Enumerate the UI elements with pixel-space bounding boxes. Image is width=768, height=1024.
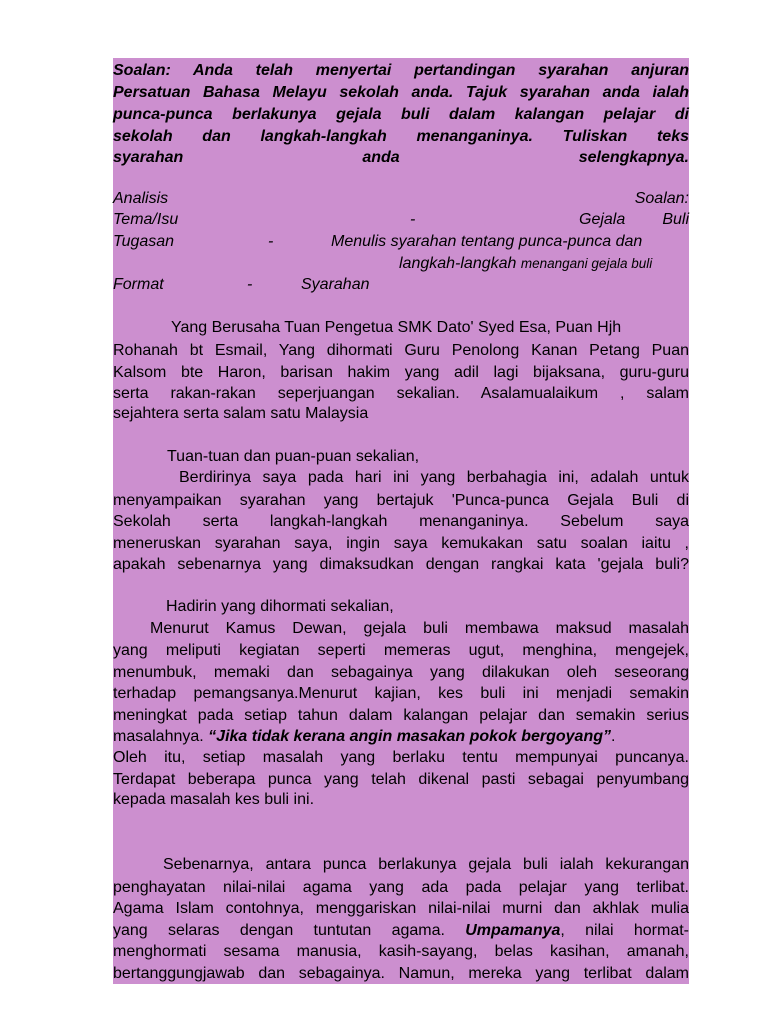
- tugasan-value: Menulis syarahan tentang punca-punca dan: [331, 233, 643, 250]
- question-line: sekolah dan langkah-langkah menanganinya. Tuliskan teks: [113, 128, 689, 145]
- tema-dash: -: [410, 211, 416, 228]
- body-line: masalahnya. “Jika tidak kerana angin masakan pokok bergoyang”.: [113, 728, 616, 745]
- body-line: apakah sebenarnya yang dimaksudkan dengan rangkai kata 'gejala buli?: [113, 556, 689, 573]
- format-value: Syarahan: [301, 276, 370, 293]
- question-line: Persatuan Bahasa Melayu sekolah anda. Tajuk syarahan anda ialah: [113, 84, 689, 101]
- tugasan-label: Tugasan: [113, 233, 175, 250]
- body-line: Sebenarnya, antara punca berlakunya gejala buli ialah kekurangan: [163, 856, 689, 873]
- body-line: Menurut Kamus Dewan, gejala buli membawa maksud masalah: [150, 620, 689, 637]
- body-line: yang selaras dengan tuntutan agama. Umpamanya, nilai hormat-: [113, 922, 689, 939]
- question-line: punca-punca berlakunya gejala buli dalam kalangan pelajar di: [113, 106, 689, 123]
- body-line: Rohanah bt Esmail, Yang dihormati Guru Penolong Kanan Petang Puan: [113, 342, 689, 359]
- body-line: Agama Islam contohnya, menggariskan nilai-nilai murni dan akhlak mulia: [113, 900, 689, 917]
- body-line: meningkat pada setiap tahun dalam kalangan pelajar dan semakin serius: [113, 707, 689, 724]
- body-line: serta rakan-rakan seperjuangan sekalian. Asalamualaikum , salam: [113, 385, 689, 402]
- format-label: Format: [113, 276, 164, 293]
- emphasis-word: Umpamanya: [465, 922, 561, 939]
- body-line: bertanggungjawab dan sebagainya. Namun, mereka yang terlibat dalam: [113, 965, 689, 982]
- body-line: sejahtera serta salam satu Malaysia: [113, 405, 369, 422]
- greeting: Hadirin yang dihormati sekalian,: [166, 598, 394, 615]
- tugasan-value: langkah-langkah menangani gejala buli: [399, 255, 653, 272]
- body-line: Sekolah serta langkah-langkah menanganinya. Sebelum saya: [113, 513, 689, 530]
- tema-label: Tema/Isu: [113, 211, 179, 228]
- tema-value: Gejala: [579, 211, 626, 228]
- format-dash: -: [247, 276, 253, 293]
- body-line: kepada masalah kes buli ini.: [113, 791, 315, 808]
- question-line: syarahan anda selengkapnya.: [113, 149, 689, 166]
- question-line: Soalan: Anda telah menyertai pertandingan syarahan anjuran: [113, 62, 689, 79]
- body-line: Kalsom bte Haron, barisan hakim yang adil lagi bijaksana, guru-guru: [113, 364, 689, 381]
- body-line: menghormati sesama manusia, kasih-sayang, belas kasihan, amanah,: [113, 943, 689, 960]
- tugasan-dash: -: [268, 233, 274, 250]
- body-line: Yang Berusaha Tuan Pengetua SMK Dato' Syed Esa, Puan Hjh: [171, 319, 622, 336]
- body-line: menyampaikan syarahan yang bertajuk 'Punca-punca Gejala Buli di: [113, 492, 689, 509]
- greeting: Tuan-tuan dan puan-puan sekalian,: [167, 448, 420, 465]
- body-line: penghayatan nilai-nilai agama yang ada pada pelajar yang terlibat.: [113, 879, 689, 896]
- body-line: meneruskan syarahan saya, ingin saya kemukakan satu soalan iaitu ,: [113, 535, 689, 552]
- proverb-quote: “Jika tidak kerana angin masakan pokok bergoyang”: [208, 728, 611, 745]
- body-line: terhadap pemangsanya.Menurut kajian, kes buli ini menjadi semakin: [113, 685, 689, 702]
- analysis-soalan-label: Soalan:: [634, 190, 689, 207]
- body-line: menumbuk, memaki dan sebagainya yang dilakukan oleh seseorang: [113, 664, 689, 681]
- body-line: Terdapat beberapa punca yang telah dikenal pasti sebagai penyumbang: [113, 771, 689, 788]
- body-line: Oleh itu, setiap masalah yang berlaku tentu mempunyai puncanya.: [113, 749, 689, 766]
- body-line: Berdirinya saya pada hari ini yang berbahagia ini, adalah untuk: [179, 469, 689, 486]
- analysis-label: Analisis: [113, 190, 169, 207]
- tema-value: Buli: [662, 211, 689, 228]
- body-line: yang meliputi kegiatan seperti memeras ugut, menghina, mengejek,: [113, 642, 689, 659]
